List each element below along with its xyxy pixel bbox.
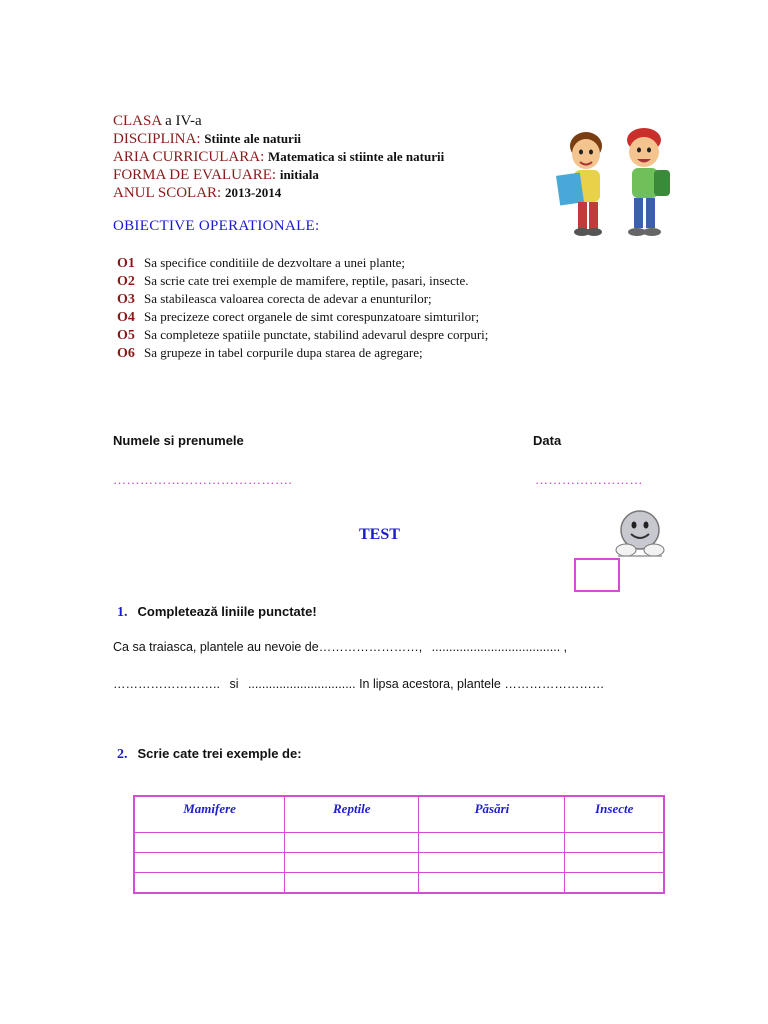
objective-text: Sa specifice conditiile de dezvoltare a unei plante; xyxy=(144,255,405,270)
objective-code: O2 xyxy=(117,274,135,289)
class-line xyxy=(113,112,202,130)
fill-line-text: Ca sa traiasca, plantele au nevoie de xyxy=(113,640,319,654)
discipline-value: Stiinte ale naturii xyxy=(204,131,302,146)
table-cell[interactable] xyxy=(565,853,664,873)
objectives-title: OBIECTIVE OPERATIONALE: xyxy=(113,218,320,234)
question-text: Scrie cate trei exemple de: xyxy=(137,746,302,761)
table-cell[interactable] xyxy=(419,833,565,853)
fill-line-text: . In lipsa acestora, plantele xyxy=(352,677,501,691)
fill-line-text: , xyxy=(563,640,568,654)
table-cell[interactable] xyxy=(419,873,565,894)
table-row xyxy=(134,853,664,873)
table-cell[interactable] xyxy=(285,873,419,894)
table-header-row xyxy=(134,796,664,833)
evaluation-form-value: initiala xyxy=(279,167,319,182)
table-cell[interactable] xyxy=(134,873,285,894)
objective-row xyxy=(117,308,479,327)
curricular-area-line xyxy=(113,148,444,166)
objective-text: Sa stabileasca valoarea corecta de adevar a enunturilor; xyxy=(144,291,432,306)
table-header-reptile: Reptile xyxy=(285,796,419,833)
question-number: 2. xyxy=(117,747,128,762)
blank-field[interactable]: …………………….. xyxy=(113,677,220,691)
objective-row xyxy=(117,326,488,345)
table-cell[interactable] xyxy=(134,833,285,853)
table-header-mamifere: Mamifere xyxy=(134,796,285,833)
objective-code: O4 xyxy=(117,310,135,325)
children-illustration xyxy=(548,124,690,244)
evaluation-form-label: FORMA DE EVALUARE: xyxy=(113,167,277,183)
table-header-insecte: Insecte xyxy=(565,796,664,833)
objective-text: Sa completeze spatiile punctate, stabilind adevarul despre corpuri; xyxy=(144,327,489,342)
blank-field[interactable]: ..................................... xyxy=(431,640,561,654)
table-row xyxy=(134,873,664,894)
table-header-pasari: Păsări xyxy=(419,796,565,833)
question-2 xyxy=(117,745,302,763)
fill-line-1 xyxy=(113,640,567,654)
blank-field[interactable]: .............................. xyxy=(247,677,353,691)
curricular-area-value: Matematica si stiinte ale naturii xyxy=(268,149,445,164)
blank-field[interactable]: ……………………, xyxy=(318,640,423,654)
evaluation-form-line xyxy=(113,166,319,184)
objective-text: Sa precizeze corect organele de simt corespunzatoare simturilor; xyxy=(144,309,480,324)
date-label: Data xyxy=(533,433,562,448)
table-cell[interactable] xyxy=(565,833,664,853)
date-field[interactable]: …………………… xyxy=(535,472,643,487)
smiley-writing-illustration xyxy=(610,508,668,562)
objective-code: O6 xyxy=(117,346,135,361)
table-cell[interactable] xyxy=(285,853,419,873)
table-cell[interactable] xyxy=(134,853,285,873)
objective-code: O3 xyxy=(117,292,135,307)
objective-code: O1 xyxy=(117,256,135,271)
question-number: 1. xyxy=(117,605,128,620)
school-year-line xyxy=(113,184,281,202)
discipline-label: DISCIPLINA: xyxy=(113,131,201,147)
test-title: TEST xyxy=(359,526,400,543)
curricular-area-label: ARIA CURRICULARA: xyxy=(113,149,265,165)
table-cell[interactable] xyxy=(565,873,664,894)
examples-table xyxy=(133,795,665,894)
objective-row xyxy=(117,254,405,273)
objective-text: Sa grupeze in tabel corpurile dupa starea de agregare; xyxy=(144,345,423,360)
objective-text: Sa scrie cate trei exemple de mamifere, reptile, pasari, insecte. xyxy=(144,273,469,288)
class-label: CLASA xyxy=(113,113,162,129)
blank-field[interactable]: …………………… xyxy=(504,677,605,691)
discipline-line xyxy=(113,130,301,148)
question-text: Completează liniile punctate! xyxy=(137,604,317,619)
table-cell[interactable] xyxy=(419,853,565,873)
fill-line-2 xyxy=(113,677,604,691)
score-box[interactable] xyxy=(574,558,620,592)
objective-row xyxy=(117,344,423,363)
class-value: a IV-a xyxy=(161,113,202,129)
objective-code: O5 xyxy=(117,328,135,343)
fill-line-text: si xyxy=(229,677,239,691)
school-year-label: ANUL SCOLAR: xyxy=(113,185,222,201)
question-1 xyxy=(117,603,317,621)
table-cell[interactable] xyxy=(285,833,419,853)
objective-row xyxy=(117,290,432,309)
name-label: Numele si prenumele xyxy=(113,433,244,448)
name-field[interactable]: …………………………………. xyxy=(113,472,293,487)
objective-row xyxy=(117,272,468,291)
table-row xyxy=(134,833,664,853)
school-year-value: 2013-2014 xyxy=(224,185,282,200)
